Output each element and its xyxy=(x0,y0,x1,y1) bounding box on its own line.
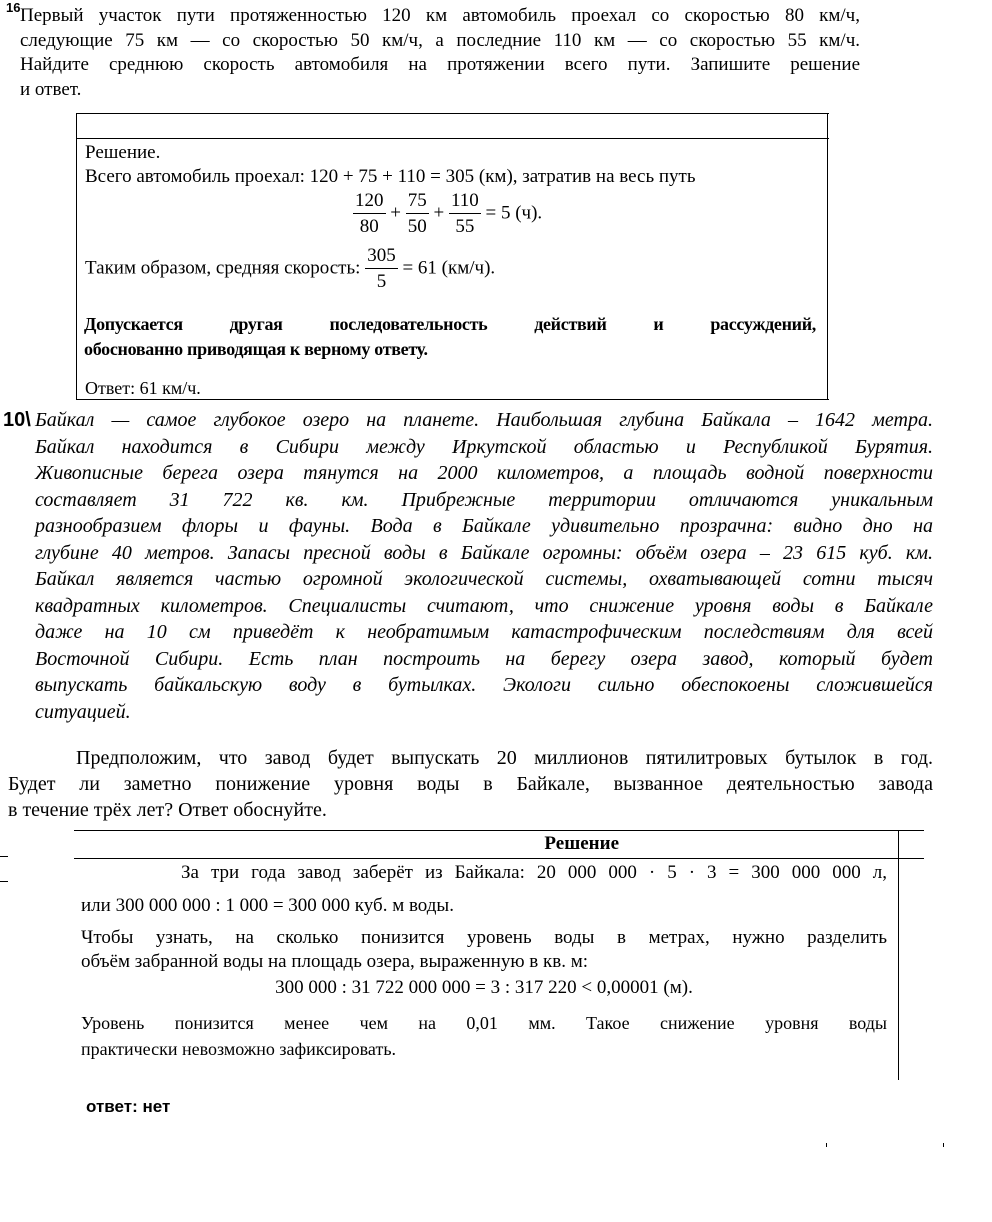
text-line: Чтобы узнать, на сколько понизится уровень воды в метрах, нужно разделить xyxy=(81,927,887,948)
statement-line: Первый участок пути протяженностью 120 км автомобиль проехал со скоростью 80 км/ч, xyxy=(20,5,860,26)
fraction: $\frac{120}{80}$ xyxy=(355,190,384,237)
text-line: Байкал является частью огромной экологической системы, охватывающей сотни тысяч xyxy=(35,568,933,590)
question-line: Будет ли заметно понижение уровня воды в Байкале, вызванное деятельностью завода xyxy=(8,773,933,795)
speed-result: = 61 (км/ч). xyxy=(402,257,496,279)
text-line: разнообразием флоры и фауны. Вода в Байкале удивительно прозрачна: видно дно на xyxy=(35,515,933,537)
solution-line xyxy=(81,895,887,917)
solution-heading: Решение xyxy=(544,833,619,854)
text: Всего автомобиль проехал: xyxy=(85,166,310,187)
task-10-text xyxy=(35,407,933,725)
divider xyxy=(74,858,924,859)
text-line: Живописные берега озера тянутся на 2000 километров, а площадь водной поверхности xyxy=(35,462,933,484)
text-line: выпускать байкальскую воду в бутылках. Экологи сильно обеспокоены сложившейся xyxy=(35,674,933,696)
divider xyxy=(76,113,829,114)
statement-line: Найдите среднюю скорость автомобиля на протяжении всего пути. Запишите решение xyxy=(20,54,860,75)
text-line: или 300 000 000 : 1 000 = 300 000 куб. м воды. xyxy=(81,895,454,916)
task-16-number: 16 xyxy=(6,0,21,15)
divider xyxy=(76,138,829,139)
text-line: квадратных километров. Специалисты считают, что снижение уровня воды в Байкале xyxy=(35,594,933,617)
time-formula: $\frac{120}{80}$ + $\frac{75}{50}$ + $\frac{110}{55}$ = 5 (ч). xyxy=(355,190,543,237)
solution-heading: Решение. xyxy=(85,142,161,163)
grading-note xyxy=(84,312,816,362)
text: (км), затратив на весь путь xyxy=(474,166,696,187)
text-line: ситуацией. xyxy=(35,700,131,723)
solution-paragraph xyxy=(81,926,887,974)
solution-line-total-distance xyxy=(85,166,696,188)
conclusion xyxy=(81,1010,887,1062)
note-line: Допускается другая последовательность действий и рассуждений, xyxy=(84,314,816,334)
text-line: практически невозможно зафиксировать. xyxy=(81,1039,397,1059)
margin-mark xyxy=(0,881,8,882)
tick-mark xyxy=(826,1143,827,1147)
solution-line xyxy=(81,862,887,884)
speed-formula xyxy=(85,243,495,294)
task-10-number: 10\ xyxy=(3,409,31,431)
statement-line: и ответ. xyxy=(20,78,82,100)
math-expression: 120 + 75 + 110 = 305 xyxy=(309,166,475,187)
note-line: обоснованно приводящая к верному ответу. xyxy=(84,339,428,359)
time-result: = 5 (ч). xyxy=(485,202,543,224)
text-line: составляет 31 722 кв. км. Прибрежные территории отличаются уникальным xyxy=(35,488,933,511)
text: Таким образом, средняя скорость: xyxy=(85,257,366,279)
answer-16: Ответ: 61 км/ч. xyxy=(85,378,201,398)
statement-line: следующие 75 км — со скоростью 50 км/ч, а последние 110 км — со скоростью 55 км/ч. xyxy=(20,29,860,51)
margin-mark xyxy=(0,856,8,857)
divider xyxy=(74,830,924,831)
question-line: Предположим, что завод будет выпускать 20 миллионов пятилитровых бутылок в год. xyxy=(76,747,933,769)
text-line: даже на 10 см приведёт к необратимым катастрофическим последствиям для всей xyxy=(35,621,933,643)
text-line: За три года завод заберёт из Байкала: 20 000 000 · 5 · 3 = 300 000 000 л, xyxy=(181,862,887,883)
tick-mark xyxy=(943,1143,944,1147)
fraction: $\frac{305}{5}$ xyxy=(367,245,396,292)
divider xyxy=(76,399,829,400)
text-line: Восточной Сибири. Есть план построить на берегу озера завод, который будет xyxy=(35,647,933,670)
text-line: объём забранной воды на площадь озера, выраженную в кв. м: xyxy=(81,951,588,972)
task-10-question xyxy=(8,745,933,823)
text-line: Байкал находится в Сибири между Иркутской областью и Республикой Бурятия. xyxy=(35,435,933,458)
text-line: глубине 40 метров. Запасы пресной воды в Байкале огромны: объём озера – 23 615 куб. км. xyxy=(35,541,933,564)
fraction: $\frac{110}{55}$ xyxy=(450,190,479,237)
text-line: Уровень понизится менее чем на 0,01 мм. Такое снижение уровня воды xyxy=(81,1013,887,1033)
handwritten-answer: ответ: нет xyxy=(86,1097,171,1116)
text-line: Байкал — самое глубокое озеро на планете. Наибольшая глубина Байкала – 1642 метра. xyxy=(35,409,933,431)
fraction: $\frac{75}{50}$ xyxy=(407,190,427,237)
formula: 300 000 : 31 722 000 000 = 3 : 317 220 < 0,00001 (м). xyxy=(275,977,693,998)
divider xyxy=(898,830,899,1080)
task-16-statement xyxy=(20,4,860,102)
question-line: в течение трёх лет? Ответ обоснуйте. xyxy=(8,799,327,821)
